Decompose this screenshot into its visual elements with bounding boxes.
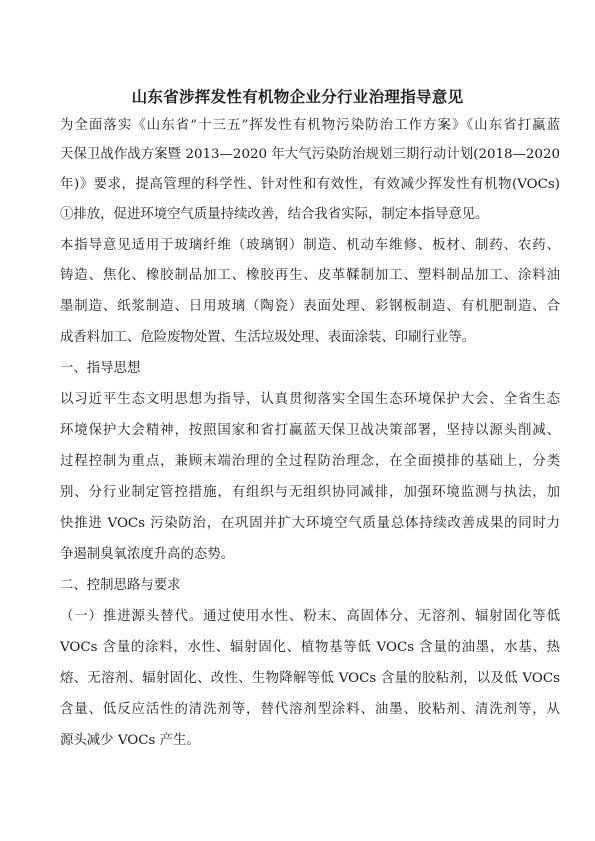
section2-line: （一）推进源头替代。通过使用水性、粉末、高固体分、无溶剂、辐射固化等低 <box>60 609 560 624</box>
section2-line: 源头减少 VOCs 产生。 <box>60 733 200 748</box>
section-heading: 一、指导思想 <box>60 361 141 376</box>
section1-line: 别、分行业制定管控措施，有组织与无组织协同减排，加强环境监测与执法，加 <box>60 485 560 500</box>
intro-line: ①排放，促进环境空气质量持续改善，结合我省实际，制定本指导意见。 <box>60 207 489 222</box>
section1-line: 过程控制为重点，兼顾末端治理的全过程防治理念，在全面摸排的基础上，分类 <box>60 454 560 469</box>
scope-line: 铸造、焦化、橡胶制品加工、橡胶再生、皮革鞣制加工、塑料制品加工、涂料油 <box>60 268 560 283</box>
section2-line: 含量、低反应活性的清洗剂等，替代溶剂型涂料、油墨、胶粘剂、清洗剂等，从 <box>60 702 560 717</box>
intro-line: 天保卫战作战方案暨 2013—2020 年大气污染防治规划三期行动计划(2018—2020 <box>60 147 560 162</box>
scope-line: 成香料加工、危险废物处置、生活垃圾处理、表面涂装、印刷行业等。 <box>60 330 476 345</box>
section2-line: VOCs 含量的涂料，水性、辐射固化、植物基等低 VOCs 含量的油墨，水基、热 <box>60 640 560 655</box>
section-heading: 二、控制思路与要求 <box>60 578 181 593</box>
intro-line: 年)》要求，提高管理的科学性、针对性和有效性，有效减少挥发性有机物(VOCs) <box>60 177 560 192</box>
section2-line: 熔、无溶剂、辐射固化、改性、生物降解等低 VOCs 含量的胶粘剂，以及低 VOCs <box>60 671 560 686</box>
section1-line: 以习近平生态文明思想为指导，认真贯彻落实全国生态环境保护大会、全省生态 <box>60 392 560 407</box>
section1-line: 环境保护大会精神，按照国家和省打赢蓝天保卫战决策部署，坚持以源头削减、 <box>60 423 560 438</box>
document-title: 山东省涉挥发性有机物企业分行业治理指导意见 <box>131 88 464 106</box>
scope-line: 墨制造、纸浆制造、日用玻璃（陶瓷）表面处理、彩钢板制造、有机肥制造、合 <box>60 299 560 314</box>
section1-line: 快推进 VOCs 污染防治，在巩固并扩大环境空气质量总体持续改善成果的同时力 <box>60 516 560 531</box>
intro-line: 为全面落实《山东省“十三五”挥发性有机物污染防治工作方案》《山东省打赢蓝 <box>60 118 560 133</box>
scope-line: 本指导意见适用于玻璃纤维（玻璃钢）制造、机动车维修、板材、制药、农药、 <box>60 238 560 253</box>
section1-line: 争遏制臭氧浓度升高的态势。 <box>60 547 235 562</box>
